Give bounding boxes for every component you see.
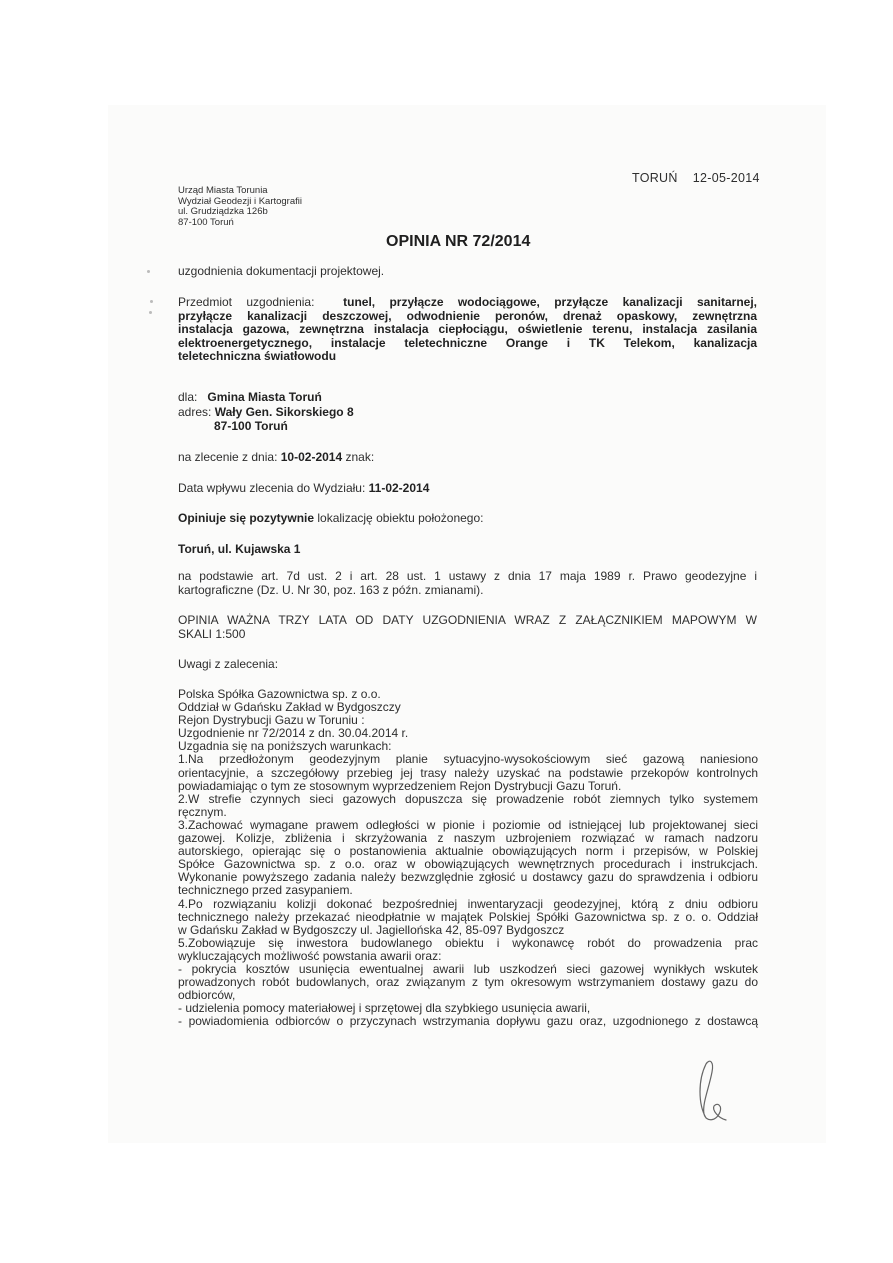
remark-line: Uzgodnienie nr 72/2014 z dn. 30.04.2014 r. [178, 726, 409, 741]
remark-line: 2.W strefie czynnych sieci gazowych dopuszcza się prowadzenie robót ziemnych tylko systemem [178, 791, 758, 806]
document-subtitle: uzgodnienia dokumentacji projektowej. [178, 264, 385, 278]
validity-line: SKALI 1:500 [178, 626, 246, 641]
opinion-line [178, 512, 484, 526]
sender-line: Wydział Geodezji i Kartografii [178, 195, 302, 207]
recipient-name: Gmina Miasta Toruń [207, 390, 322, 404]
subject-text: tunel, przyłącze wodociągowe, przyłącze kanalizacji sanitarnej, [343, 295, 757, 309]
sender-line: Urząd Miasta Torunia [178, 185, 268, 196]
remark-line: technicznego należy przekazać nieodpłatnie w majątek Polskiej Spółki Gazownictwa sp. z o. o. Oddział [178, 909, 758, 924]
address-label: adres: [178, 404, 212, 419]
recipient-address-line [178, 405, 354, 420]
document-title: OPINIA NR 72/2014 [386, 233, 531, 250]
validity-line: OPINIA WAŻNA TRZY LATA OD DATY UZGODNIENIA WRAZ Z ZAŁĄCZNIKIEM MAPOWYM W [178, 613, 757, 627]
remark-line: prowadzonych robót budowlanych, oraz związanym z tym okresowym wstrzymaniem dostawy gazu do [178, 975, 758, 990]
remark-line: autorskiego, opierając się o postanowienia aktualnie obowiązujących norm i przepisów, w Polskiej [178, 844, 758, 859]
order-line [178, 451, 374, 465]
remark-line: ręcznym. [178, 804, 227, 819]
remark-line: powiadamiając o tym ze stosownym wyprzedzeniem Rejon Dystrybucji Gazu Toruń. [178, 778, 622, 793]
order-date: 10-02-2014 [280, 450, 343, 464]
remark-line: technicznego przed zasypaniem. [178, 883, 353, 898]
recipient-block [178, 390, 354, 434]
remark-line: Wykonanie powyższego zadania należy bezwzględnie zgłosić u dostawcy gazu do sprawdzenia i odbioru [178, 870, 758, 885]
remark-line: Polska Spółka Gazownictwa sp. z o.o. [178, 687, 381, 701]
remark-line: - powiadomienia odbiorców o przyczynach wstrzymania dopływu gazu oraz, uzgodnionego z dostawcą [178, 1014, 758, 1029]
recipient-name-line [178, 390, 354, 405]
remarks-list [178, 688, 758, 1028]
recipient-street: Wały Gen. Sikorskiego 8 [214, 404, 354, 419]
signature-initial [692, 1056, 732, 1124]
legal-basis-line: na podstawie art. 7d ust. 2 i art. 28 ust. 1 ustawy z dnia 17 maja 1989 r. Prawo geodezyjne i [178, 569, 757, 583]
remark-line: - udzielenia pomocy materiałowej i sprzętowej dla szybkiego usunięcia awarii, [178, 1001, 591, 1016]
remark-line: 3.Zachować wymagane prawem odległości w pionie i poziomie od istniejącej lub projektowanej sieci [178, 817, 758, 832]
remarks-heading: Uwagi z zalecenia: [178, 657, 279, 671]
scan-speck [150, 300, 153, 303]
remark-line: 4.Po rozwiązaniu kolizji dokonać bezpośredniej inwentaryzacji geodezyjnej, którą z dniu odbioru [178, 896, 758, 911]
received-line [178, 482, 429, 496]
sender-address [178, 186, 302, 228]
received-prefix: Data wpływu zlecenia do Wydziału: [178, 481, 366, 495]
remark-line: Oddział w Gdańsku Zakład w Bydgoszczy [178, 700, 401, 715]
subject-line: przyłącze kanalizacji deszczowej, odwodnienie peronów, drenaż opaskowy, zewnętrzna [178, 308, 757, 323]
sender-line: 87-100 Toruń [178, 216, 234, 228]
recipient-city: 87-100 Toruń [214, 419, 288, 433]
remark-line: 5.Zobowiązuje się inwestora budowlanego obiektu i wykonawcę robót do prowadzenia prac [178, 935, 758, 950]
remark-line: wykluczających możliwość powstania awarii oraz: [178, 948, 442, 963]
sender-line: ul. Grudziądzka 126b [178, 206, 268, 217]
received-date: 11-02-2014 [368, 481, 430, 495]
remark-line: 1.Na przedłożonym geodezyjnym planie sytuacyjno-wysokościowym sieć gazową naniesiono [178, 752, 758, 767]
subject-line [178, 296, 757, 310]
subject-section [178, 296, 757, 364]
document-date: TORUŃ 12-05-2014 [632, 171, 760, 185]
legal-basis-line: kartograficzne (Dz. U. Nr 30, poz. 163 z późn. zmianami). [178, 582, 484, 597]
location: Toruń, ul. Kujawska 1 [178, 542, 301, 556]
remark-line: Uzgadnia się na poniższych warunkach: [178, 739, 392, 754]
remark-line: odbiorców, [178, 988, 236, 1003]
recipient-label: dla: [178, 390, 198, 404]
order-suffix: znak: [345, 450, 375, 464]
remark-line: orientacyjnie, a szczegółowy przebieg jej trasy należy uzyskać na podstawie przekopów kontrolnych [178, 765, 758, 780]
subject-line: teletechniczna światłowodu [178, 349, 337, 363]
opinion-verdict: Opiniuje się pozytywnie [178, 511, 315, 525]
validity-note [178, 614, 757, 641]
scan-speck [149, 311, 152, 314]
legal-basis [178, 570, 757, 597]
order-prefix: na zlecenie z dnia: [178, 450, 278, 464]
remark-line: gazowej. Kolizje, zbliżenia i skrzyżowania z naszym uzbrojeniem rozwiązać w ramach nadzoru [178, 831, 758, 846]
scan-speck [147, 270, 150, 273]
remark-line: Spółce Gazownictwa sp. z o.o. oraz w obowiązujących wewnętrznych procedurach i instrukcjach. [178, 857, 758, 872]
subject-line: elektroenergetycznego, instalacje teletechniczne Orange i TK Telekom, kanalizacja [178, 335, 757, 350]
remark-line: - pokrycia kosztów usunięcia ewentualnej awarii lub uszkodzeń sieci gazowej wynikłych wskutek [178, 961, 758, 976]
opinion-text: lokalizację obiektu położonego: [317, 511, 484, 525]
subject-line: instalacja gazowa, zewnętrzna instalacja ciepłociągu, oświetlenie terenu, instalacja zasilania [178, 322, 757, 336]
remark-line: w Gdańsku Zakład w Bydgoszczy ul. Jagiellońska 42, 85-097 Bydgoszcz [178, 922, 565, 937]
remark-line: Rejon Dystrybucji Gazu w Toruniu : [178, 713, 365, 728]
subject-label: Przedmiot uzgodnienia: [178, 295, 315, 309]
